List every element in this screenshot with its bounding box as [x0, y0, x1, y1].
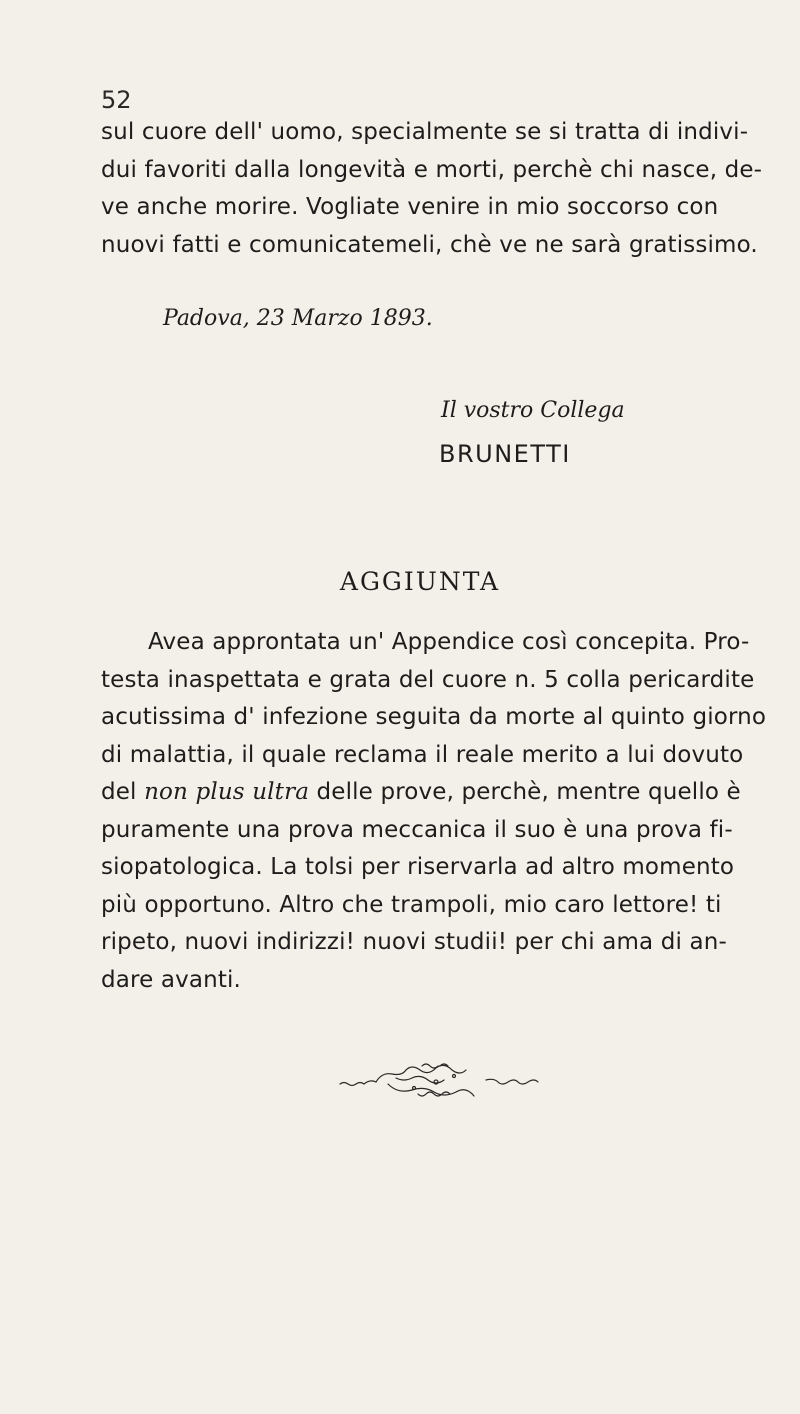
- appendix-paragraph: [101, 624, 767, 999]
- text-fragment: del: [101, 779, 137, 805]
- dateline: Padova, 23 Marzo 1893.: [163, 306, 433, 331]
- text-line: ripeto, nuovi indirizzi! nuovi studii! per chi ama di an-: [101, 929, 727, 955]
- text-line: Avea approntata un' Appendice così concepita. Pro-: [148, 629, 750, 655]
- text-line: dui favoriti dalla longevità e morti, perchè chi nasce, de-: [101, 156, 763, 183]
- text-line: ve anche morire. Vogliate venire in mio soccorso con: [101, 194, 719, 220]
- page-number: 52: [101, 86, 132, 114]
- text-line: più opportuno. Altro che trampoli, mio caro lettore! ti: [101, 891, 722, 918]
- text-line: dare avanti.: [101, 966, 242, 993]
- text-line: puramente una prova meccanica il suo è una prova fi-: [101, 816, 733, 843]
- letter-closing: Il vostro Collega: [441, 398, 625, 423]
- text-line: sul cuore dell' uomo, specialmente se si tratta di indivi-: [101, 119, 749, 145]
- paragraph-continued: [101, 114, 763, 264]
- text-line: nuovi fatti e comunicatemeli, chè ve ne sarà gratissimo.: [101, 231, 758, 258]
- text-fragment: delle prove, perchè, mentre quello è: [316, 779, 741, 805]
- text-line: siopatologica. La tolsi per riservarla ad altro momento: [101, 854, 735, 880]
- italic-phrase: non plus ultra: [144, 779, 310, 805]
- signature-name: BRUNETTI: [439, 440, 571, 468]
- decorative-flourish-icon: [336, 1060, 548, 1104]
- section-heading: AGGIUNTA: [339, 567, 501, 596]
- text-line: acutissima d' infezione seguita da morte al quinto giorno: [101, 704, 767, 730]
- text-line: testa inaspettata e grata del cuore n. 5 colla pericardite: [101, 666, 755, 693]
- text-line: di malattia, il quale reclama il reale merito a lui dovuto: [101, 741, 744, 768]
- text-line-with-italic: [101, 774, 741, 812]
